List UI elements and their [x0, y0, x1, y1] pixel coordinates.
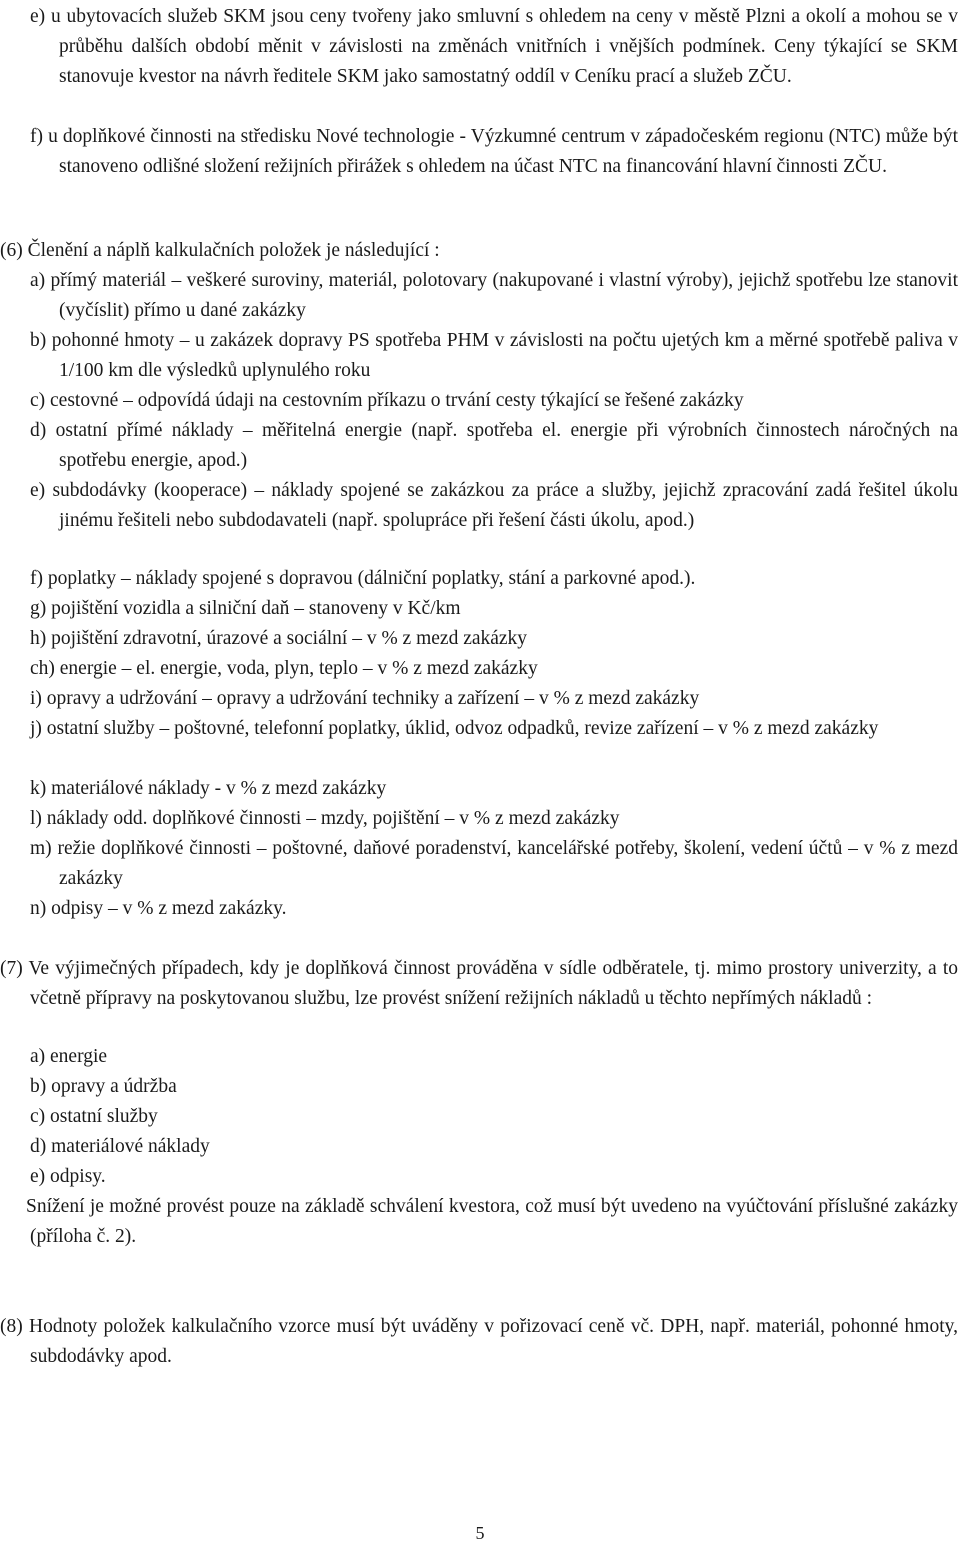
- list-item: c) cestovné – odpovídá údaji na cestovním příkazu o trvání cesty týkající se řešené zakázky: [30, 390, 744, 411]
- list-item: l) náklady odd. doplňkové činnosti – mzdy, pojištění – v % z mezd zakázky: [30, 808, 620, 829]
- list-item: e) subdodávky (kooperace) – náklady spojené se zakázkou za práce a služby, jejichž zpracování zadá řešitel úkolu jinému řešiteli nebo subdodavateli (např. spolupráce při řešení části úkolu, apod.): [30, 480, 958, 531]
- ntc-clause: f) u doplňkové činnosti na středisku Nové technologie - Výzkumné centrum v západočeském regionu (NTC) může být stanoveno odlišné složení režijních přirážek s ohledem na účast NTC na financování hlavní činnosti ZČU.: [30, 126, 958, 177]
- list-item: g) pojištění vozidla a silniční daň – stanoveny v Kč/km: [30, 598, 461, 619]
- section-8-text: (8) Hodnoty položek kalkulačního vzorce musí být uváděny v pořizovací ceně vč. DPH, např. materiál, pohonné hmoty, subdodávky apod.: [0, 1316, 958, 1367]
- list-item: n) odpisy – v % z mezd zakázky.: [30, 898, 287, 919]
- skm-clause: e) u ubytovacích služeb SKM jsou ceny tvořeny jako smluvní s ohledem na ceny v městě Plzni a okolí a mohou se v průběhu dalších období měnit v závislosti na změnách vnitřních i vnějších podmínek. Ceny týkající se SKM stanovuje kvestor na návrh ředitele SKM jako samostatný oddíl v Ceníku prací a služeb ZČU.: [30, 6, 958, 87]
- list-item: j) ostatní služby – poštovné, telefonní poplatky, úklid, odvoz odpadků, revize zařízení – v % z mezd zakázky: [30, 718, 879, 739]
- list-item: m) režie doplňkové činnosti – poštovné, daňové poradenství, kancelářské potřeby, školení, vedení účtů – v % z mezd zakázky: [30, 838, 958, 889]
- list-item: h) pojištění zdravotní, úrazové a sociální – v % z mezd zakázky: [30, 628, 528, 649]
- list-item: k) materiálové náklady - v % z mezd zakázky: [30, 778, 387, 799]
- list-item: b) opravy a údržba: [30, 1076, 177, 1097]
- section-7-note: Snížení je možné provést pouze na základě schválení kvestora, což musí být uvedeno na vyúčtování příslušné zakázky (příloha č. 2).: [26, 1196, 958, 1247]
- list-item: b) pohonné hmoty – u zakázek dopravy PS spotřeba PHM v závislosti na počtu ujetých km a měrné spotřebě paliva v 1/100 km dle výsledků uplynulého roku: [30, 330, 958, 381]
- list-item: c) ostatní služby: [30, 1106, 158, 1127]
- section-6-heading: (6) Členění a náplň kalkulačních položek je následující :: [0, 240, 440, 261]
- page-number: 5: [475, 1523, 485, 1543]
- list-item: a) energie: [30, 1046, 108, 1067]
- list-item: e) odpisy.: [30, 1166, 106, 1187]
- list-item: a) přímý materiál – veškeré suroviny, materiál, polotovary (nakupované i vlastní výroby), jejichž spotřebu lze stanovit (vyčíslit) přímo u dané zakázky: [30, 270, 958, 321]
- list-item: i) opravy a udržování – opravy a udržování techniky a zařízení – v % z mezd zakázky: [30, 688, 700, 709]
- list-item: f) poplatky – náklady spojené s dopravou (dálniční poplatky, stání a parkovné apod.).: [30, 568, 696, 589]
- list-item: d) ostatní přímé náklady – měřitelná energie (např. spotřeba el. energie při výrobních činnostech náročných na spotřebu energie, apod.): [30, 420, 958, 471]
- list-item: ch) energie – el. energie, voda, plyn, teplo – v % z mezd zakázky: [30, 658, 538, 679]
- list-item: d) materiálové náklady: [30, 1136, 210, 1157]
- section-7-heading: (7) Ve výjimečných případech, kdy je doplňková činnost prováděna v sídle odběratele, tj. mimo prostory univerzity, a to včetně přípravy na poskytovanou službu, lze provést snížení režijních nákladů u těchto nepřímých nákladů :: [0, 958, 958, 1009]
